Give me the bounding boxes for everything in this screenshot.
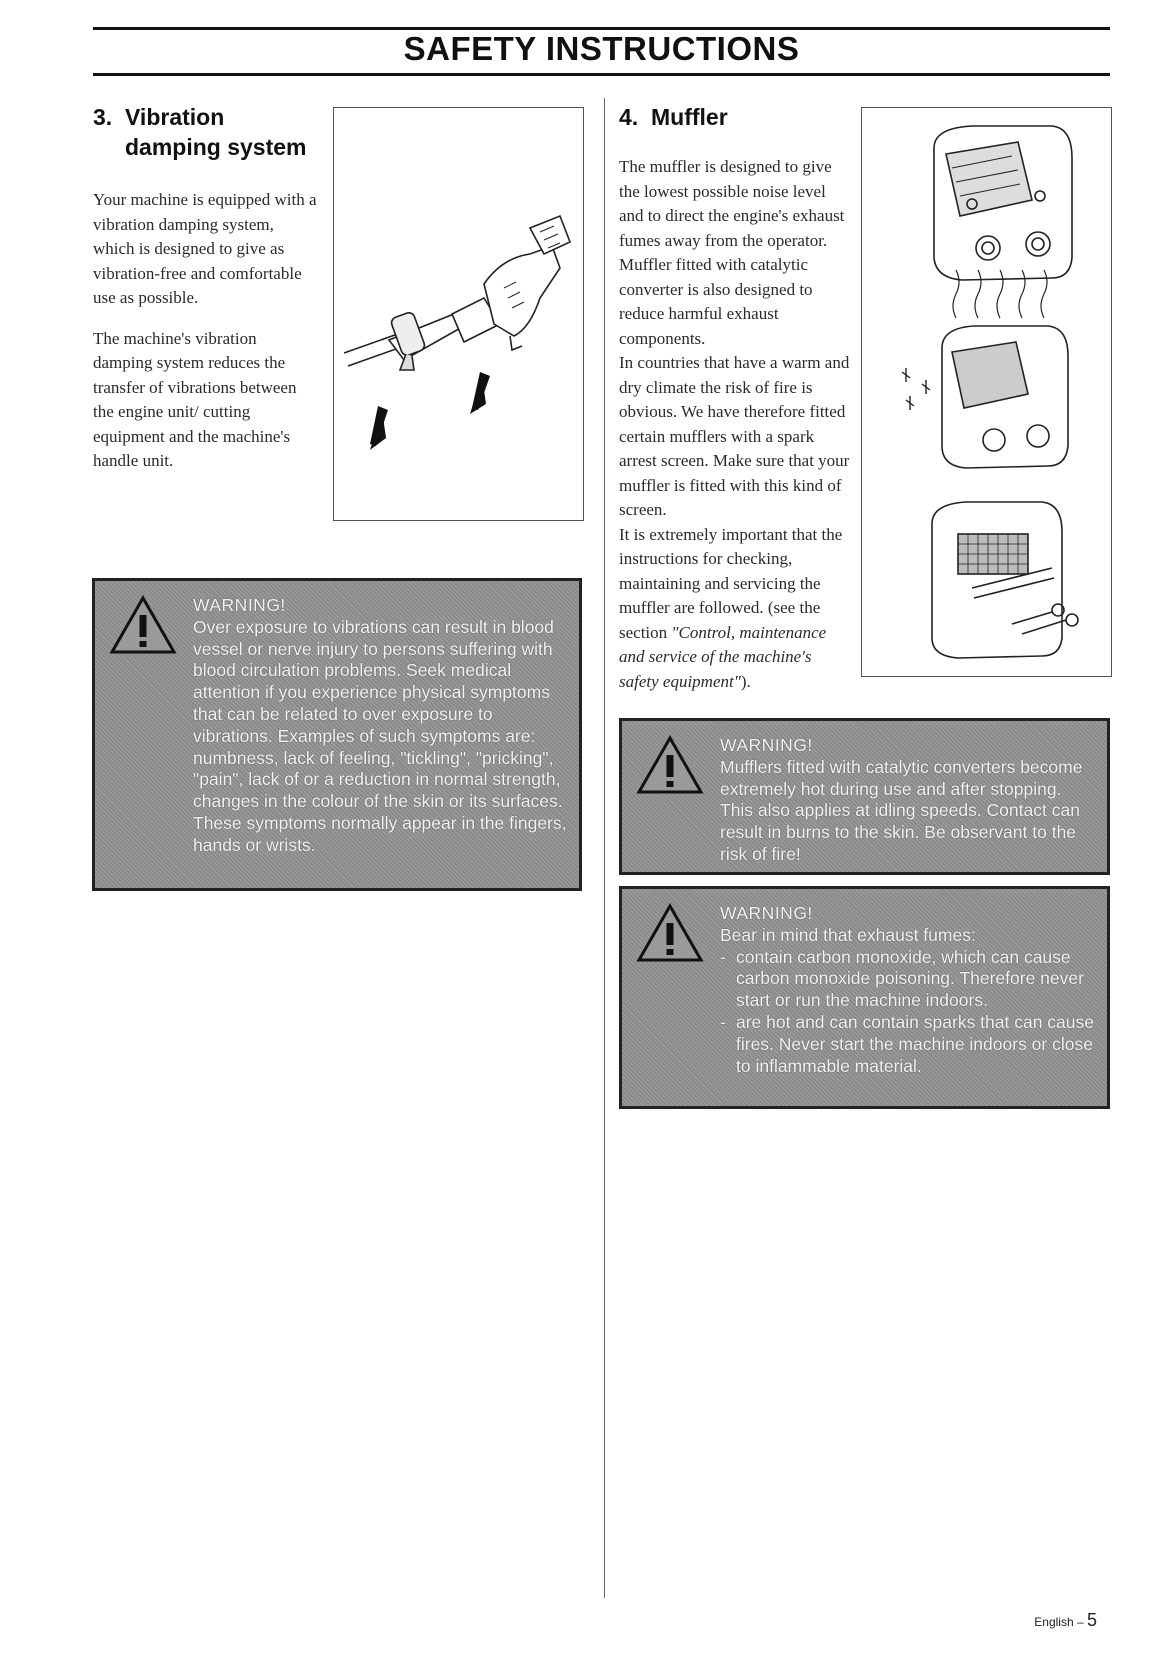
page-title: SAFETY INSTRUCTIONS [403,30,800,67]
exhaust-fumes-warning-intro: Bear in mind that exhaust fumes: [720,924,976,945]
section-3-number: 3. [93,104,113,130]
column-divider [604,98,605,1598]
section-4-paragraph-3 [619,523,851,695]
section-4-paragraph-3-start: It is extremely important that the instructions for checking, maintaining and servicing the muffler are followed. (see the section [619,524,843,642]
warning-triangle-icon [636,903,704,963]
vibration-warning-title: WARNING! [193,595,286,615]
section-3-paragraph-1: Your machine is equipped with a vibration damping system, which is designed to give as vibration-free and comfortable use as possible. [93,190,317,307]
section-4-paragraph-3-end: ). [740,671,751,691]
section-3-title-line1: Vibration [125,104,225,130]
section-3-title-line2: damping system [125,134,307,160]
spark-arrest-screen-icon [932,502,1078,658]
trimmer-shaft-drawing [334,108,583,520]
muffler-hot-warning-title: WARNING! [720,735,813,755]
section-4-body [619,155,851,694]
exhaust-fumes-warning-list [720,947,1097,1078]
page-footer [1034,1610,1097,1631]
footer-language: English [1034,1615,1074,1629]
muffler-icon [934,126,1072,280]
footer-separator: – [1073,1615,1087,1629]
section-4-title: Muffler [651,104,728,130]
warning-triangle-icon [636,735,704,795]
section-4-paragraph-2: In countries that have a warm and dry climate the risk of fire is obvious. We have therefore fitted certain mufflers with a spark arrest screen. Make sure that your muffler is fitted with this kind of screen. [619,353,850,519]
page-number: 5 [1086,1610,1097,1630]
section-4-number: 4. [619,104,639,130]
muffler-illustrations [861,107,1112,677]
muffler-drawings [862,108,1111,676]
section-3-body [93,188,318,490]
section-3-heading [93,102,307,162]
vibration-warning-box [92,578,582,891]
muffler-hot-warning-text: Mufflers fitted with catalytic converters become extremely hot during use and after stopping. This also applies at idling speeds. Contact can result in burns to the skin. Be observant to the risk of fire! [720,756,1083,864]
header-underline [93,73,1110,76]
warning-triangle-icon [109,595,177,655]
exhaust-fumes-warning-title: WARNING! [720,903,813,923]
muffler-hot-warning-box [619,718,1110,875]
section-4-heading [619,102,728,132]
exhaust-fumes-warning-box [619,886,1110,1109]
hot-muffler-icon [902,270,1068,468]
section-4-paragraph-3-reference: "Control, maintenance and service of the machine's safety equipment" [619,622,827,691]
exhaust-fumes-warning-item: - contain carbon monoxide, which can cause carbon monoxide poisoning. Therefore never start or run the machine indoors. [720,947,1097,1012]
section-3-paragraph-2: The machine's vibration damping system reduces the transfer of vibrations between the engine unit/ cutting equipment and the machine's handle unit. [93,328,297,470]
vibration-damper-illustration [333,107,584,521]
section-4-paragraph-1: The muffler is designed to give the lowest possible noise level and to direct the engine's exhaust fumes away from the operator. Muffler fitted with catalytic converter is also designed to reduce harmful exhaust components. [619,157,845,348]
vibration-warning-text: Over exposure to vibrations can result in blood vessel or nerve injury to persons suffering with blood circulation problems. Seek medical attention if you experience physical symptoms that can be related to over exposure to vibrations. Examples of such symptoms are: numbness, lack of feeling, "tickling", "pricking", "pain", lack of or a reduction in normal strength, changes in the colour of the skin or its surfaces. These symptoms normally appear in the fingers, hands or wrists. [193,616,567,855]
exhaust-fumes-warning-item: - are hot and can contain sparks that can cause fires. Never start the machine indoors or close to inflammable material. [720,1012,1097,1077]
